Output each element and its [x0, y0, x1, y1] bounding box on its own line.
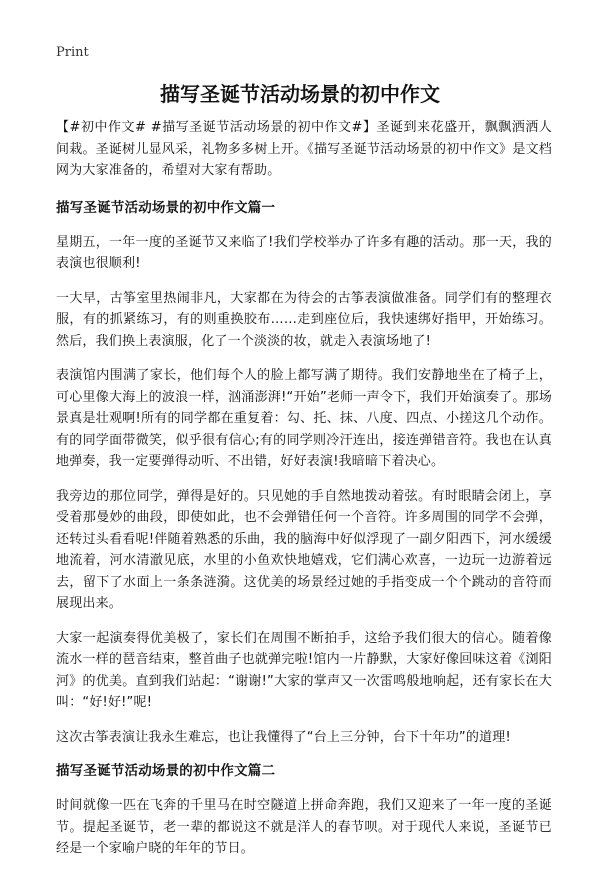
paragraph: 大家一起演奏得优美极了，家长们在周围不断拍手，这给予我们很大的信心。随着像流水一样的琶音结束，整首曲子也就弹完啦!馆内一片静默，大家好像回味这着《浏阳河》的优美。直到我们站起：“谢谢!”大家的掌声又一次雷鸣般地响起，还有家长在大叫：“好!好!”呢! — [56, 630, 552, 710]
paragraph: 一大早，古筝室里热闹非凡，大家都在为待会的古筝表演做准备。同学们有的整理衣服，有的抓紧练习，有的则重换胶布……走到座位后，我快速绑好指甲，开始练习。然后，我们换上表演服，化了一个淡淡的妆，就走入表演场地了! — [56, 290, 552, 349]
print-link[interactable]: Print — [56, 45, 89, 60]
paragraph: 我旁边的那位同学，弹得是好的。只见她的手自然地拨动着弦。有时眼睛会闭上，享受着那曼妙的曲段，即使如此，也不会弹错任何一个音符。许多周围的同学不会弹，还转过头看看呢!伴随着熟悉的乐曲，我的脑海中好似浮现了一副夕阳西下，河水缓缓地流着，河水清澈见底，水里的小鱼欢快地嬉戏，它们满心欢喜，一边玩一边游着远去，留下了水面上一条条涟漪。这优美的场景经过她的手指变成一个个跳动的音符而展现出来。 — [56, 488, 552, 611]
paragraph: 时间就像一匹在飞奔的千里马在时空隧道上拼命奔跑，我们又迎来了一年一度的圣诞节。提起圣诞节，老一辈的都说这不就是洋人的春节呗。对于现代人来说，圣诞节已经是一个家喻户晓的年年的节日。 — [56, 798, 552, 856]
paragraph: 星期五，一年一度的圣诞节又来临了!我们学校举办了许多有趣的活动。那一天，我的表演也很顺利! — [56, 234, 552, 271]
article-body — [56, 117, 552, 873]
paragraph: 表演馆内围满了家长，他们每个人的脸上都写满了期待。我们安静地坐在了椅子上，可心里像大海上的波浪一样，汹涌澎湃!“开始”老师一声令下，我们开始演奏了。那场景真是壮观啊!所有的同学都在重复着：勾、托、抹、八度、四点、小搓这几个动作。有的同学面带微笑，似乎很有信心;有的同学则冷汗连出，接连弹错音符。我也在认真地弹奏，我一定要弹得动听、不出错，好好表演!我暗暗下着决心。 — [56, 368, 552, 469]
section-heading-2: 描写圣诞节活动场景的初中作文篇二 — [56, 763, 276, 779]
paragraph: 这次古筝表演让我永生难忘，也让我懂得了“台上三分钟，台下十年功”的道理! — [56, 729, 511, 745]
intro-paragraph: 【#初中作文# #描写圣诞节活动场景的初中作文#】圣诞到来花盛开，飘飘洒洒人间栽。圣诞树儿显风采，礼物多多树上开。《描写圣诞节活动场景的初中作文》是文档网为大家准备的，希望对大家有帮助。 — [56, 120, 552, 178]
page-title: 描写圣诞节活动场景的初中作文 — [160, 82, 440, 106]
section-heading-1: 描写圣诞节活动场景的初中作文篇一 — [56, 199, 276, 216]
